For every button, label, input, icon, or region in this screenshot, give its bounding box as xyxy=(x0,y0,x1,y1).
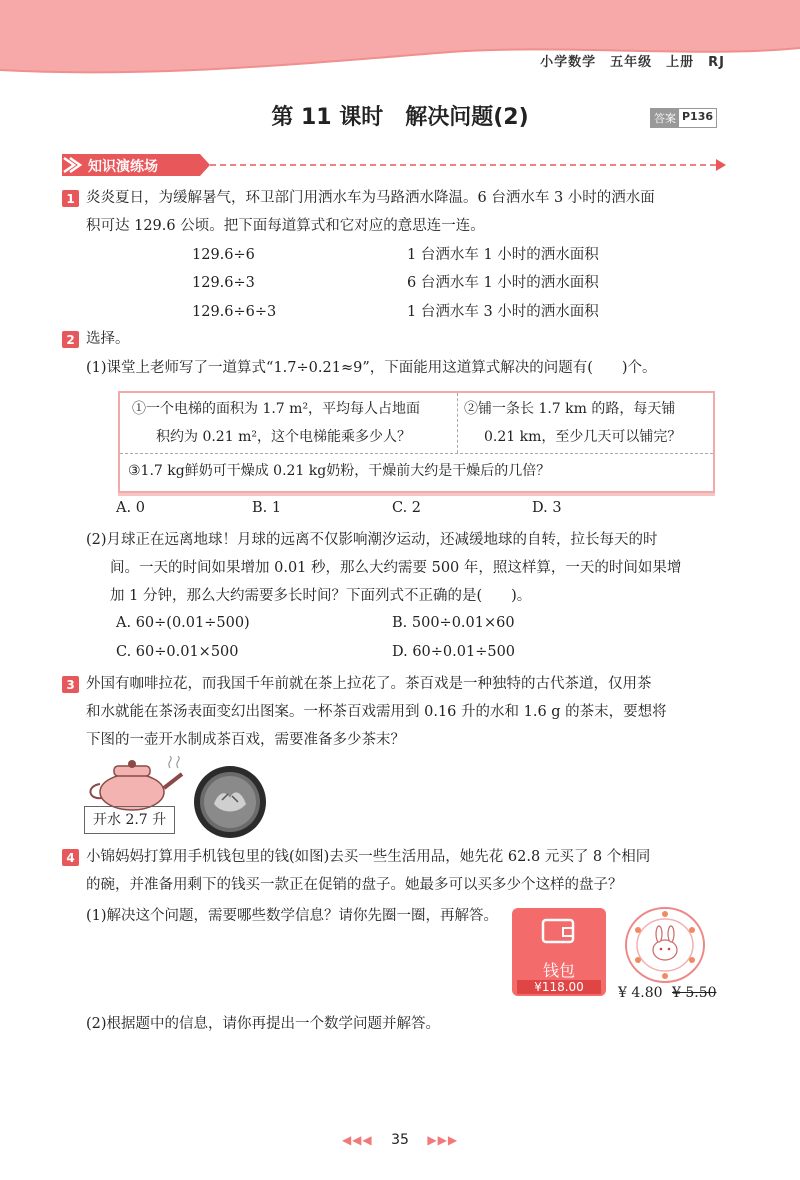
section-bar xyxy=(60,150,730,180)
wallet-label: 钱包 xyxy=(542,961,575,980)
q2-1-option-a[interactable]: A. 0 xyxy=(116,500,145,516)
q1-line1: 炎炎夏日，为缓解暑气，环卫部门用洒水车为马路洒水降温。6 台洒水车 3 小时的洒水面 xyxy=(86,190,655,206)
q3-line2: 和水就能在茶汤表面变幻出图案。一杯茶百戏需用到 0.16 升的水和 1.6 g 的茶末，要想将 xyxy=(86,704,667,720)
question-number-2: 2 xyxy=(62,331,79,348)
header-volume: 上册 xyxy=(666,55,695,70)
q1-line2: 积可达 129.6 公顷。把下面每道算式和它对应的意思连一连。 xyxy=(86,218,485,234)
q4-line1: 小锦妈妈打算用手机钱包里的钱(如图)去买一些生活用品，她先花 62.8 元买了 8 个相同 xyxy=(86,849,651,865)
q2-2-option-a[interactable]: A. 60÷(0.01÷500) xyxy=(116,615,250,631)
q3-line3: 下图的一壶开水制成茶百戏，需要准备多少茶末？ xyxy=(86,732,405,748)
q2-1-option-b[interactable]: B. 1 xyxy=(252,500,282,516)
kettle-icon xyxy=(86,756,186,812)
prev-arrows-icon[interactable]: ◀◀◀ xyxy=(341,1133,373,1147)
q4-part1: (1)解决这个问题，需要哪些数学信息？请你先圈一圈，再解答。 xyxy=(86,908,499,924)
question-number-1: 1 xyxy=(62,190,79,207)
plate-sale-price: ¥ 4.80 xyxy=(618,985,663,1001)
question-number-3: 3 xyxy=(62,676,79,693)
q1-left-1[interactable]: 129.6÷6 xyxy=(192,247,255,263)
q3-line1: 外国有咖啡拉花，而我国千年前就在茶上拉花了。茶百戏是一种独特的古代茶道，仅用茶 xyxy=(86,676,652,692)
q1-right-2[interactable]: 6 台洒水车 1 小时的洒水面积 xyxy=(407,275,599,291)
q1-left-2[interactable]: 129.6÷3 xyxy=(192,275,255,291)
footer-pager xyxy=(0,1132,800,1148)
answer-page: P136 xyxy=(682,110,714,123)
header-grade: 五年级 xyxy=(610,55,653,70)
box-item-3: ③1.7 kg鲜奶可干燥成 0.21 kg奶粉，干燥前大约是干燥后的几倍？ xyxy=(128,463,551,479)
q2-part1: (1)课堂上老师写了一道算式“1.7÷0.21≈9”，下面能用这道算式解决的问题有( )个。 xyxy=(86,360,657,376)
header-edition: RJ xyxy=(708,55,725,70)
tea-bowl-image xyxy=(192,764,268,840)
answer-tag[interactable] xyxy=(650,108,717,128)
header-meta xyxy=(526,51,725,70)
q2-part2-line3: 加 1 分钟，那么大约需要多长时间？下面列式不正确的是( )。 xyxy=(110,588,532,604)
q2-2-option-d[interactable]: D. 60÷0.01÷500 xyxy=(392,644,516,660)
answer-label: 答案 xyxy=(651,109,679,127)
q1-right-1[interactable]: 1 台洒水车 1 小时的洒水面积 xyxy=(407,247,599,263)
page-title: 第 11 课时 解决问题(2) xyxy=(271,105,529,130)
plate-image xyxy=(624,906,706,984)
q1-left-3[interactable]: 129.6÷6÷3 xyxy=(192,304,277,320)
q2-2-option-c[interactable]: C. 60÷0.01×500 xyxy=(116,644,239,660)
wallet-icon xyxy=(541,916,577,946)
box-item-1a: ①一个电梯的面积为 1.7 m²，平均每人占地面 xyxy=(132,401,421,417)
page-number: 35 xyxy=(391,1132,409,1148)
question-number-4: 4 xyxy=(62,849,79,866)
q4-line2: 的碗，并准备用剩下的钱买一款正在促销的盘子。她最多可以买多少个这样的盘子？ xyxy=(86,877,623,893)
box-item-1b: 积约为 0.21 m²，这个电梯能乘多少人？ xyxy=(156,429,411,445)
next-arrows-icon[interactable]: ▶▶▶ xyxy=(427,1133,459,1147)
kettle-label: 开水 2.7 升 xyxy=(84,806,175,834)
section-label: 知识演练场 xyxy=(88,159,158,175)
q4-part2: (2)根据题中的信息，请你再提出一个数学问题并解答。 xyxy=(86,1016,441,1032)
q2-part2-line2: 间。一天的时间如果增加 0.01 秒，那么大约需要 500 年，照这样算，一天的时间如果增 xyxy=(110,560,682,576)
wallet-amount: ¥118.00 xyxy=(517,980,601,994)
q2-part2-line1: (2)月球正在远离地球！月球的远离不仅影响潮汐运动，还减缓地球的自转，拉长每天的时 xyxy=(86,532,658,548)
box-item-2b: 0.21 km，至少几天可以铺完？ xyxy=(484,429,682,445)
q2-label: 选择。 xyxy=(86,331,130,347)
q2-1-option-d[interactable]: D. 3 xyxy=(532,500,562,516)
q1-right-3[interactable]: 1 台洒水车 3 小时的洒水面积 xyxy=(407,304,599,320)
q2-1-option-c[interactable]: C. 2 xyxy=(392,500,422,516)
header-subject: 小学数学 xyxy=(540,55,597,70)
plate-original-price: ¥ 5.50 xyxy=(672,985,717,1001)
q2-problem-box xyxy=(118,391,715,493)
box-item-2a: ②铺一条长 1.7 km 的路，每天铺 xyxy=(464,401,676,417)
q2-2-option-b[interactable]: B. 500÷0.01×60 xyxy=(392,615,515,631)
